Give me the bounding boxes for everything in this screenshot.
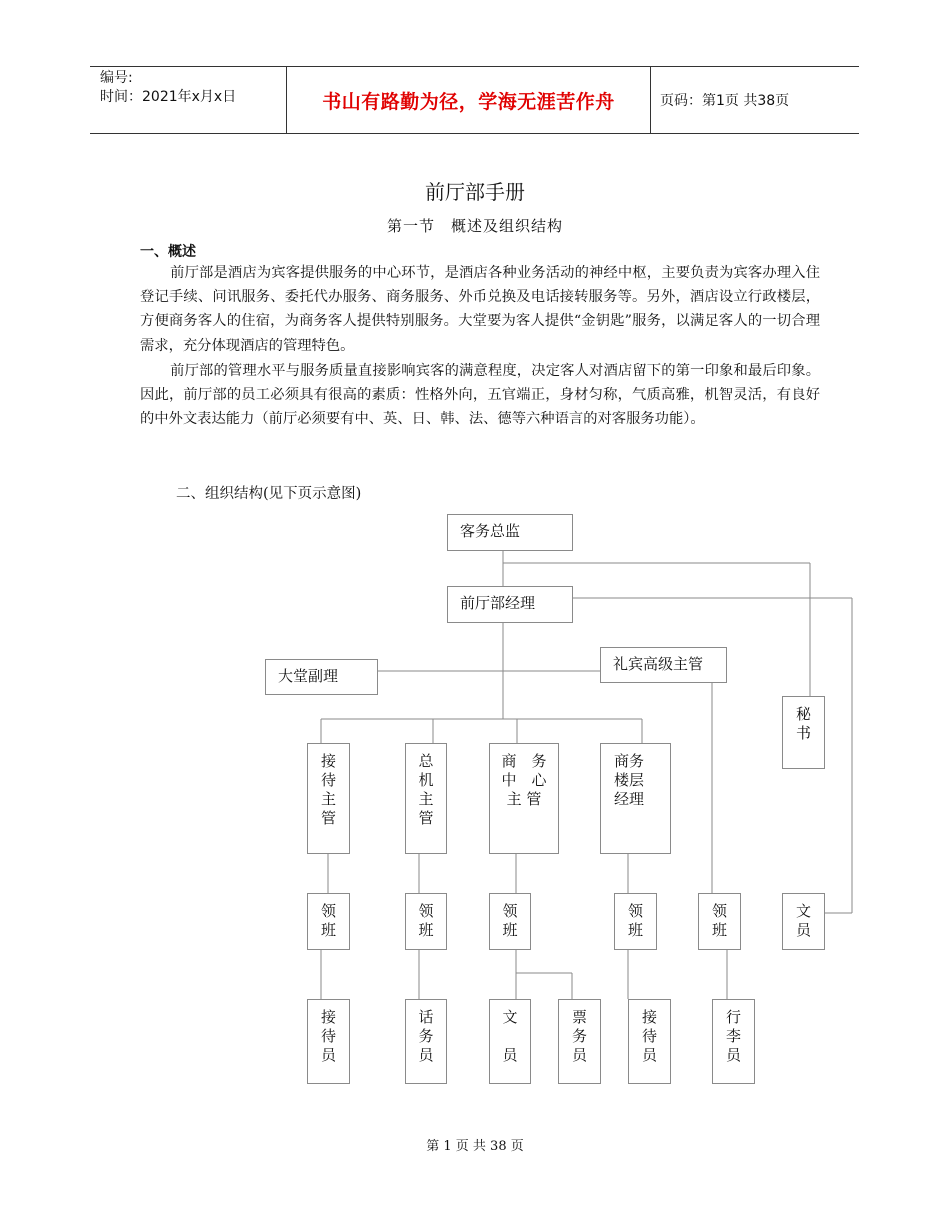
overview-heading: 一、概述 — [140, 244, 196, 260]
org-box-ticket-agent — [558, 999, 601, 1084]
page-footer: 第 1 页 共 38 页 — [426, 1139, 524, 1154]
org-box-operator-supervisor — [405, 743, 447, 854]
org-label: 接 — [320, 1008, 336, 1026]
org-label: 文 — [502, 1008, 518, 1026]
org-box-secretary — [782, 696, 825, 769]
org-label: 文 — [795, 902, 811, 920]
org-box-receptionist-floor — [628, 999, 671, 1084]
org-box-reception-supervisor — [307, 743, 350, 854]
page-title: 前厅部手册 — [425, 180, 525, 204]
org-label: 主 — [418, 790, 434, 808]
org-label: 员 — [502, 1046, 518, 1064]
org-box-director — [447, 514, 573, 551]
org-label: 领 — [320, 902, 336, 920]
org-label — [490, 1027, 530, 1046]
org-label: 员 — [725, 1046, 741, 1064]
header-motto: 书山有路勤为径，学海无涯苦作舟 — [322, 90, 615, 113]
org-label: 行 — [725, 1008, 741, 1026]
org-label: 待 — [641, 1027, 657, 1045]
org-box-leader-business — [489, 893, 531, 950]
org-label: 待 — [320, 1027, 336, 1045]
org-label: 商 务 — [501, 752, 547, 770]
paragraph-2 — [140, 359, 820, 432]
time-label: 时间：2021年x月x日 — [100, 89, 237, 105]
paragraph-2-text: 前厅部的管理水平与服务质量直接影响宾客的满意程度，决定客人对酒店留下的第一印象和最后印象。因此，前厅部的员工必须具有很高的素质：性格外向，五官端正，身材匀称，气质高雅，机智灵活，有良好的中外文表达能力（前厅必须要有中、英、日、韩、法、德等六种语言的对客服务功能）。 — [140, 363, 820, 428]
paragraph-1-text: 前厅部是酒店为宾客提供服务的中心环节，是酒店各种业务活动的神经中枢，主要负责为宾客办理入住登记手续、问讯服务、委托代办服务、商务服务、外币兑换及电话接转服务等。另外，酒店设立行政楼层，方便商务客人的住宿，为商务客人提供特别服务。大堂要为客人提供“金钥匙”服务，以满足客人的一切合理需求，充分体现酒店的管理特色。 — [140, 265, 820, 354]
header-table — [90, 66, 859, 134]
paragraph-1 — [140, 261, 820, 358]
org-label: 秘 — [795, 705, 811, 723]
org-label: 接 — [320, 752, 336, 770]
org-label: 班 — [502, 921, 518, 939]
org-label: 员 — [641, 1046, 657, 1064]
org-box-leader-floor — [614, 893, 657, 950]
org-label: 班 — [320, 921, 336, 939]
org-label: 前厅部经理 — [460, 594, 536, 612]
org-label: 员 — [418, 1046, 434, 1064]
org-label: 员 — [795, 921, 811, 939]
org-label: 员 — [320, 1046, 336, 1064]
org-label: 机 — [418, 771, 434, 789]
org-box-bellman — [712, 999, 755, 1084]
org-label: 班 — [418, 921, 434, 939]
org-label: 中 心 — [501, 771, 547, 789]
org-label: 话 — [418, 1008, 434, 1026]
org-label: 接 — [641, 1008, 657, 1026]
org-label: 主 — [320, 790, 336, 808]
org-label: 班 — [711, 921, 727, 939]
org-label: 大堂副理 — [278, 667, 339, 685]
org-label: 楼层 — [614, 771, 645, 789]
org-label: 书 — [795, 724, 811, 742]
header-meta — [100, 69, 236, 107]
org-heading: 二、组织结构(见下页示意图) — [176, 486, 362, 502]
org-box-concierge-supervisor — [600, 647, 727, 683]
org-box-executive-floor-manager — [600, 743, 671, 854]
org-box-fo-manager — [447, 586, 573, 623]
org-label: 管 — [418, 809, 434, 827]
org-label: 待 — [320, 771, 336, 789]
org-label: 主 管 — [506, 790, 542, 808]
org-box-receptionist — [307, 999, 350, 1084]
org-label: 礼宾高级主管 — [613, 655, 704, 673]
org-label: 领 — [627, 902, 643, 920]
org-label: 员 — [571, 1046, 587, 1064]
org-label: 李 — [725, 1027, 741, 1045]
org-label: 商务 — [614, 752, 645, 770]
org-box-telephonist — [405, 999, 447, 1084]
org-label: 领 — [418, 902, 434, 920]
org-box-clerk-business — [489, 999, 531, 1084]
org-label: 班 — [627, 921, 643, 939]
org-label: 客务总监 — [460, 522, 521, 540]
org-box-leader-operator — [405, 893, 447, 950]
org-label: 总 — [418, 752, 434, 770]
org-label: 票 — [571, 1008, 587, 1026]
org-box-lobby-assistant — [265, 659, 378, 695]
org-box-clerk-office — [782, 893, 825, 950]
number-label: 编号: — [100, 70, 133, 86]
org-label: 经理 — [614, 790, 645, 808]
org-label: 务 — [571, 1027, 587, 1045]
org-box-leader-concierge — [698, 893, 741, 950]
header-page-info: 页码：第1页 共38页 — [660, 93, 790, 109]
header-divider — [650, 67, 651, 133]
org-label: 领 — [502, 902, 518, 920]
org-label: 领 — [711, 902, 727, 920]
org-box-business-center-supervisor — [489, 743, 559, 854]
org-box-leader-reception — [307, 893, 350, 950]
org-label: 管 — [320, 809, 336, 827]
org-label: 务 — [418, 1027, 434, 1045]
section-subtitle: 第一节 概述及组织结构 — [386, 217, 563, 235]
